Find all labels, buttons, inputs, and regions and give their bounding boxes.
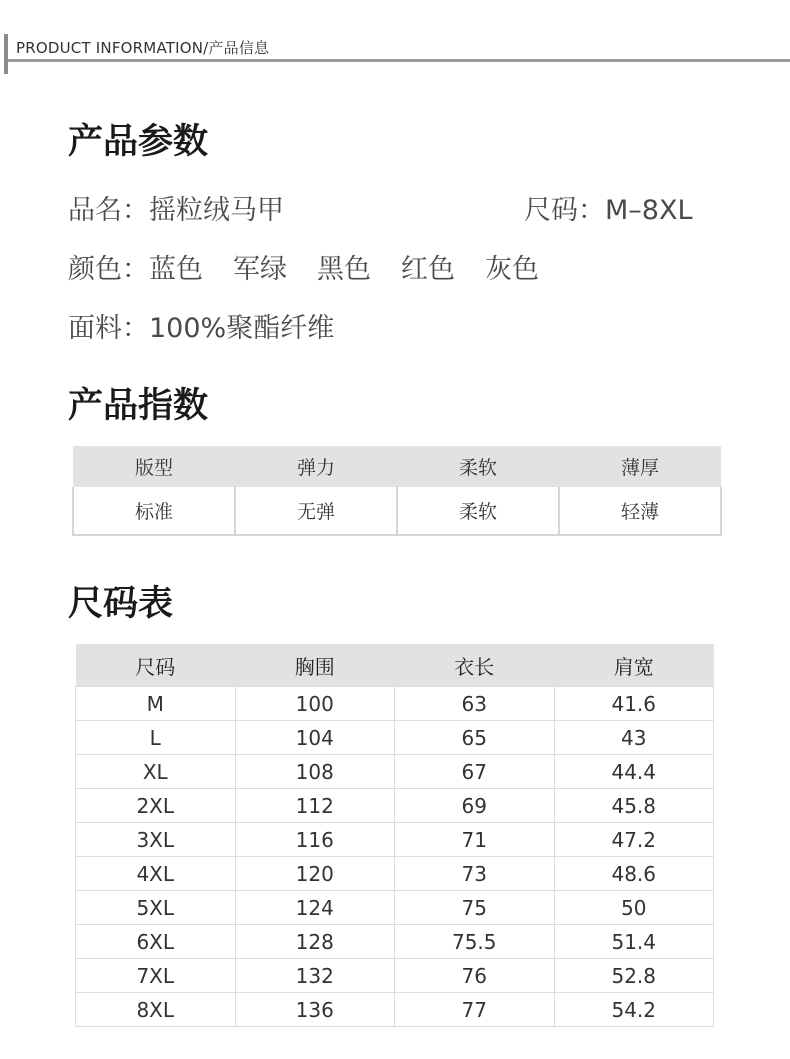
index-value-row (73, 487, 721, 535)
size-cell: 77 (395, 993, 555, 1027)
size-cell: 112 (235, 789, 395, 823)
size-cell: 71 (395, 823, 555, 857)
size-cell: XL (76, 755, 236, 789)
size-chart-title: 尺码表 (68, 584, 174, 624)
size-cell: 7XL (76, 959, 236, 993)
size-cell: 136 (235, 993, 395, 1027)
color-label: 颜色： (68, 254, 149, 285)
index-value-cell: 无弹 (235, 487, 397, 535)
table-row (76, 721, 714, 755)
size-cell: 65 (395, 721, 555, 755)
size-cell: 120 (235, 857, 395, 891)
color-option: 红色 (401, 254, 455, 285)
color-option: 灰色 (485, 254, 539, 285)
size-header-cell: 肩宽 (554, 644, 714, 687)
size-cell: 3XL (76, 823, 236, 857)
size-cell: 2XL (76, 789, 236, 823)
size-cell: 100 (235, 687, 395, 721)
size-cell: 108 (235, 755, 395, 789)
size-header-cell: 胸围 (235, 644, 395, 687)
size-cell: 116 (235, 823, 395, 857)
size-cell: 48.6 (554, 857, 714, 891)
index-header-cell: 版型 (73, 446, 235, 487)
size-cell: 8XL (76, 993, 236, 1027)
size-cell: 73 (395, 857, 555, 891)
table-row (76, 891, 714, 925)
size-cell: 51.4 (554, 925, 714, 959)
product-fabric: 面料：100%聚酯纤维 (68, 313, 335, 344)
size-cell: 6XL (76, 925, 236, 959)
index-header-row (73, 446, 721, 487)
size-cell: 4XL (76, 857, 236, 891)
header-title: PRODUCT INFORMATION/产品信息 (16, 39, 270, 57)
index-header-cell: 弹力 (235, 446, 397, 487)
size-cell: 5XL (76, 891, 236, 925)
size-cell: L (76, 721, 236, 755)
size-cell: 50 (554, 891, 714, 925)
color-option: 黑色 (317, 254, 371, 285)
index-value-cell: 轻薄 (559, 487, 721, 535)
size-cell: 63 (395, 687, 555, 721)
table-row (76, 857, 714, 891)
table-row (76, 755, 714, 789)
product-info-header (4, 34, 790, 74)
product-name: 品名：摇粒绒马甲 (68, 195, 284, 226)
index-header-cell: 柔软 (397, 446, 559, 487)
size-cell: 104 (235, 721, 395, 755)
size-cell: 54.2 (554, 993, 714, 1027)
size-cell: 52.8 (554, 959, 714, 993)
size-chart-table (75, 644, 714, 1027)
color-list (149, 254, 569, 285)
size-cell: 124 (235, 891, 395, 925)
table-row (76, 925, 714, 959)
product-size-range: 尺码：M–8XL (524, 195, 693, 226)
header-accent-bar (4, 34, 8, 74)
size-cell: 44.4 (554, 755, 714, 789)
size-cell: 41.6 (554, 687, 714, 721)
size-cell: 132 (235, 959, 395, 993)
size-cell: 75.5 (395, 925, 555, 959)
size-cell: 128 (235, 925, 395, 959)
size-cell: 45.8 (554, 789, 714, 823)
size-cell: 67 (395, 755, 555, 789)
product-index-table (72, 446, 722, 536)
color-option: 军绿 (233, 254, 287, 285)
table-row (76, 959, 714, 993)
size-cell: 47.2 (554, 823, 714, 857)
index-title: 产品指数 (68, 386, 209, 426)
size-header-cell: 尺码 (76, 644, 236, 687)
index-header-cell: 薄厚 (559, 446, 721, 487)
header-divider (8, 59, 790, 62)
size-header-row (76, 644, 714, 687)
product-colors (68, 247, 569, 286)
size-cell: 76 (395, 959, 555, 993)
index-value-cell: 柔软 (397, 487, 559, 535)
size-cell: 43 (554, 721, 714, 755)
color-option: 蓝色 (149, 254, 203, 285)
index-value-cell: 标准 (73, 487, 235, 535)
params-title: 产品参数 (68, 122, 209, 162)
table-row (76, 687, 714, 721)
size-cell: 75 (395, 891, 555, 925)
table-row (76, 789, 714, 823)
size-header-cell: 衣长 (395, 644, 555, 687)
table-row (76, 993, 714, 1027)
size-cell: 69 (395, 789, 555, 823)
size-cell: M (76, 687, 236, 721)
table-row (76, 823, 714, 857)
